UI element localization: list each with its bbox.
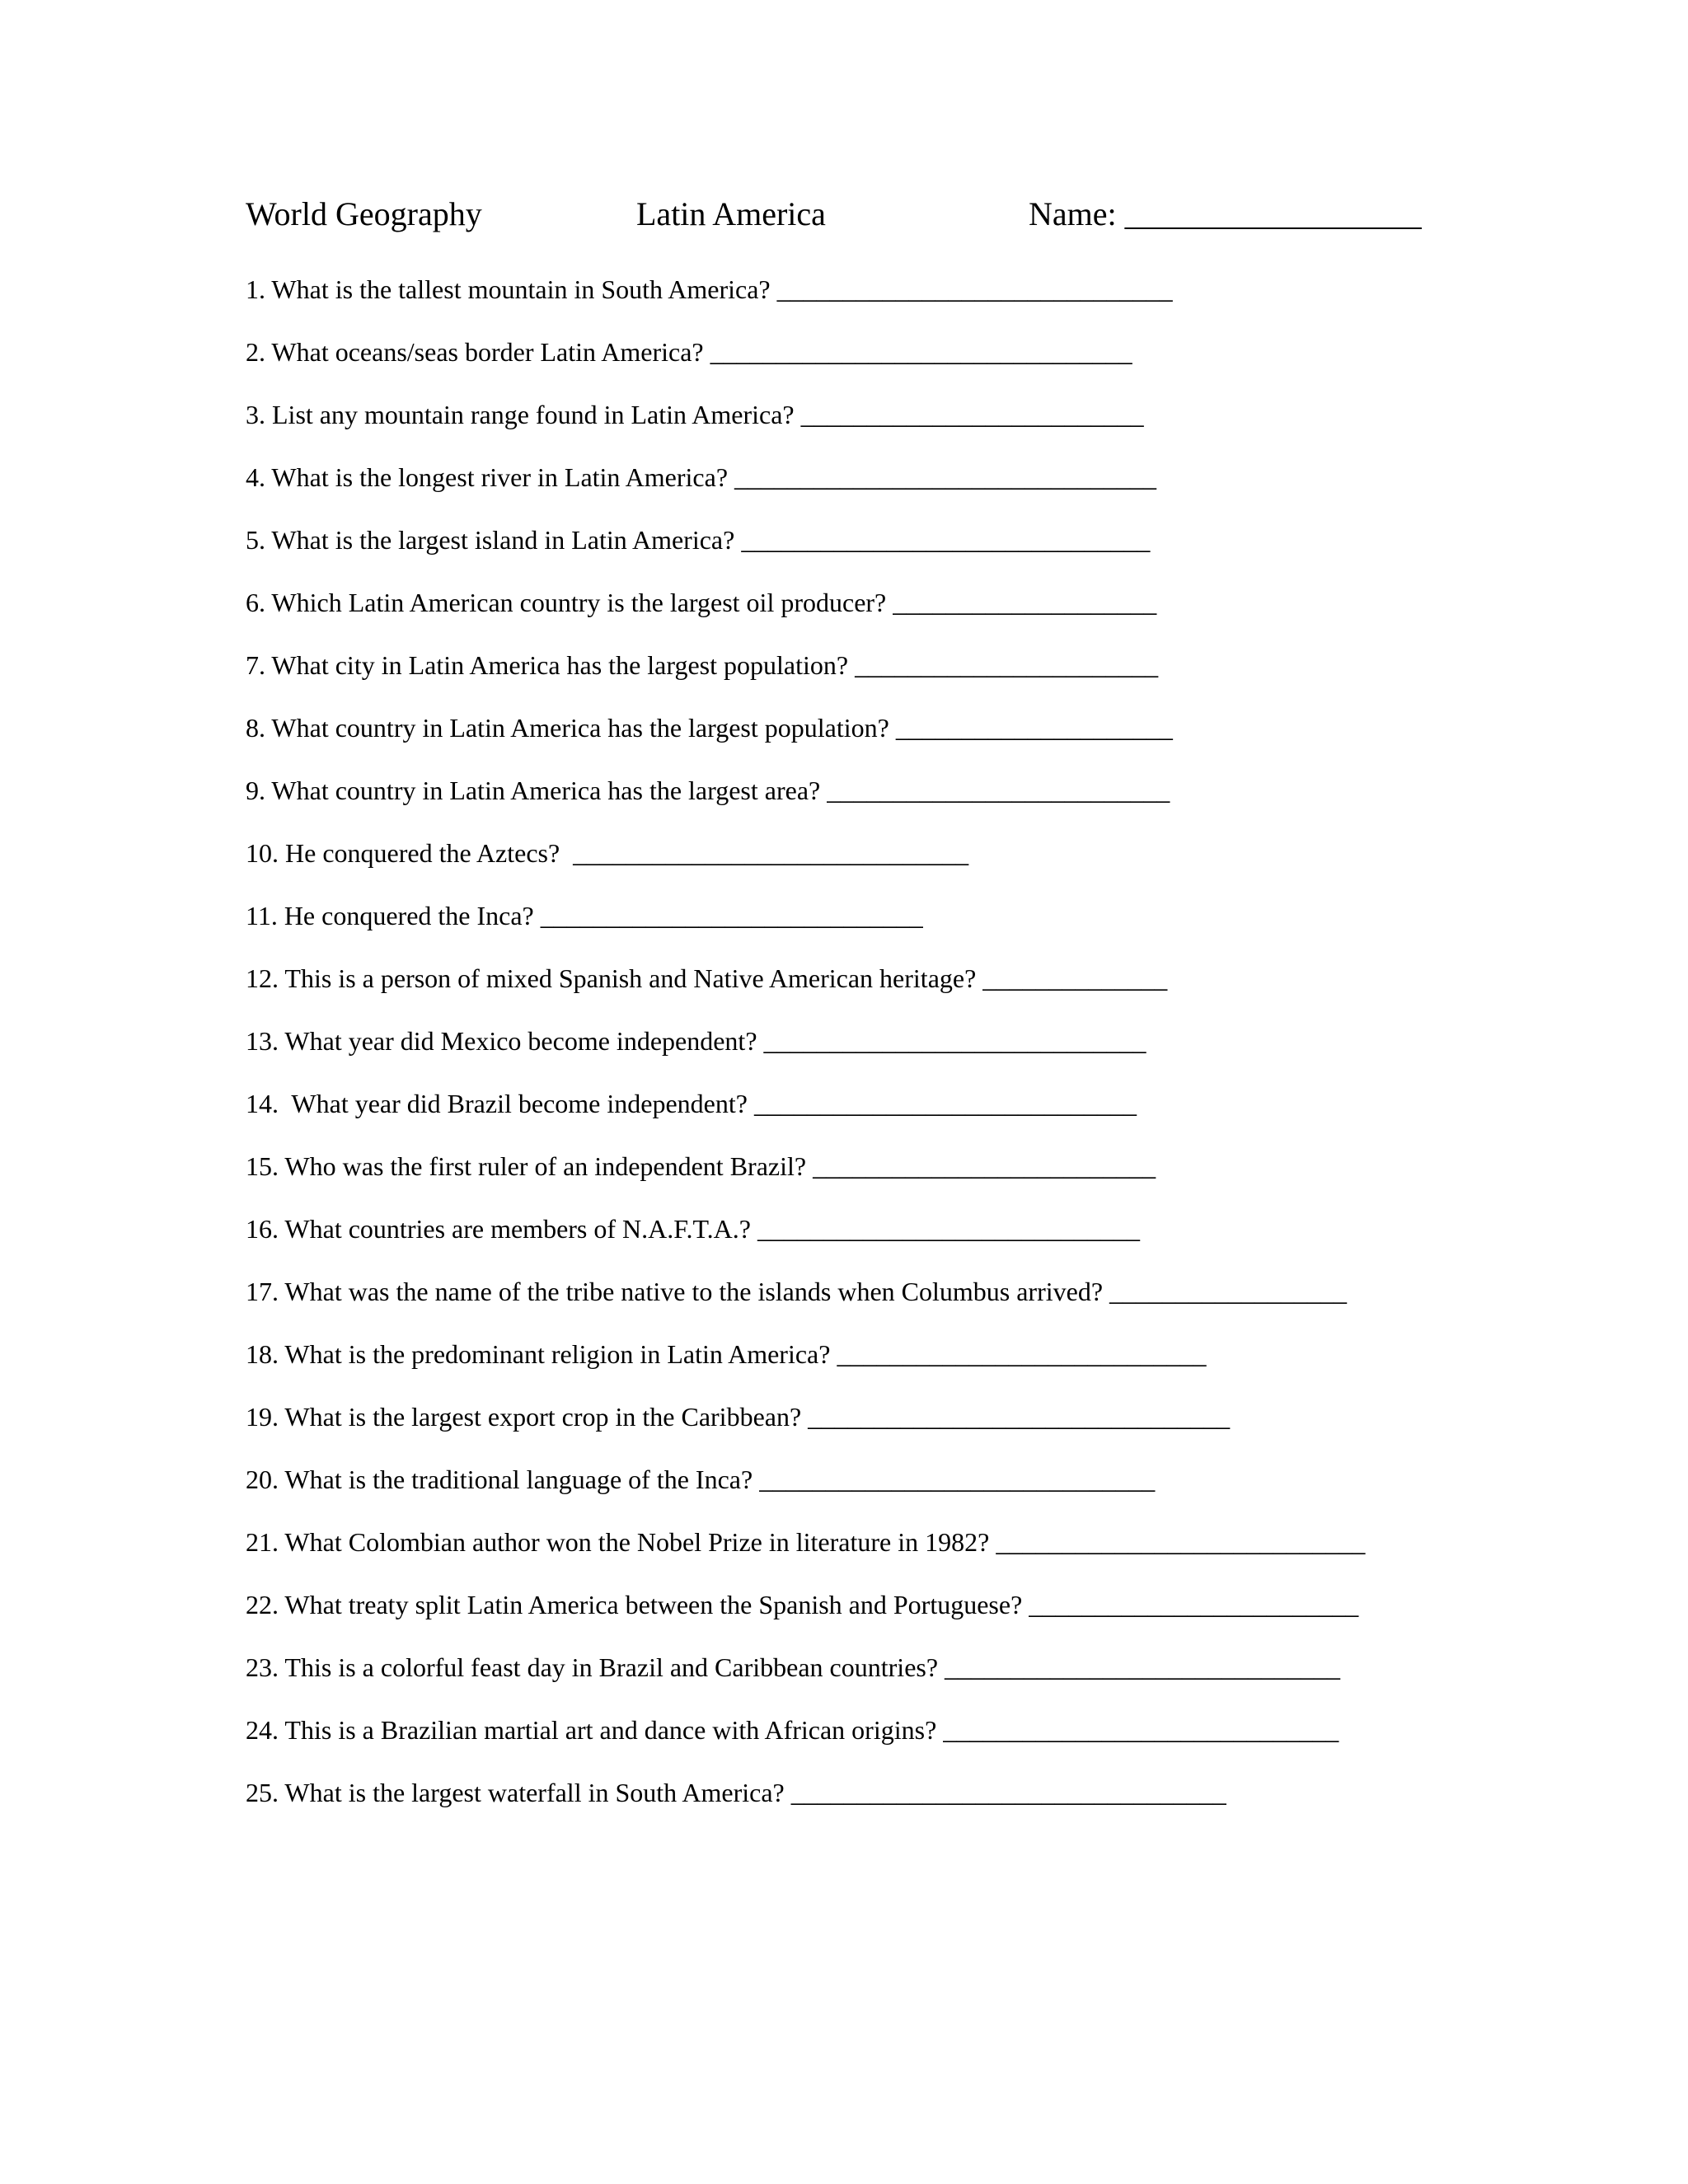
- name-field: Name: __________________: [1029, 195, 1422, 232]
- question-text: Which Latin American country is the largest oil producer?: [271, 588, 887, 617]
- question-item: [246, 1519, 1441, 1582]
- answer-blank: _______________________________: [741, 525, 1151, 555]
- question-item: [246, 1582, 1441, 1644]
- answer-blank: __________________________: [813, 1151, 1156, 1181]
- question-number: 12.: [246, 963, 279, 993]
- question-number: 20.: [246, 1465, 279, 1494]
- question-text: This is a person of mixed Spanish and Native American heritage?: [284, 963, 977, 993]
- answer-blank: ______________________________: [566, 838, 969, 868]
- question-item: [246, 1331, 1441, 1394]
- question-list: [246, 266, 1441, 1832]
- question-number: 15.: [246, 1151, 279, 1181]
- question-text: What country in Latin America has the largest area?: [271, 776, 821, 805]
- question-number: 13.: [246, 1026, 279, 1056]
- answer-blank: _____________________________: [757, 1214, 1140, 1244]
- question-item: [246, 1206, 1441, 1268]
- answer-blank: __________________: [1109, 1277, 1348, 1306]
- question-text: What is the largest waterfall in South America?: [284, 1778, 785, 1807]
- question-item: [246, 579, 1441, 642]
- question-text: What was the name of the tribe native to the islands when Columbus arrived?: [284, 1277, 1104, 1306]
- question-item: [246, 1394, 1441, 1456]
- answer-blank: ____________________________: [996, 1527, 1366, 1557]
- question-text: What is the traditional language of the Inca?: [284, 1465, 753, 1494]
- question-item: [246, 266, 1441, 329]
- question-text: Who was the first ruler of an independent Brazil?: [284, 1151, 807, 1181]
- question-text: He conquered the Inca?: [284, 901, 534, 930]
- question-number: 6.: [246, 588, 265, 617]
- worksheet-header: [246, 191, 1441, 237]
- question-item: [246, 830, 1441, 893]
- question-item: [246, 955, 1441, 1018]
- question-number: 19.: [246, 1402, 279, 1432]
- question-text: What Colombian author won the Nobel Prize in literature in 1982?: [284, 1527, 990, 1557]
- topic-title: Latin America: [636, 195, 826, 232]
- question-item: [246, 1018, 1441, 1080]
- question-number: 9.: [246, 776, 265, 805]
- question-text: What city in Latin America has the largest population?: [271, 650, 849, 680]
- question-item: [246, 517, 1441, 579]
- answer-blank: ______________: [982, 963, 1168, 993]
- question-item: [246, 329, 1441, 391]
- answer-blank: _______________________: [855, 650, 1159, 680]
- question-number: 7.: [246, 650, 265, 680]
- answer-blank: ________________________________: [710, 337, 1132, 367]
- question-item: [246, 1143, 1441, 1206]
- answer-blank: ____________________: [893, 588, 1157, 617]
- question-number: 21.: [246, 1527, 279, 1557]
- question-number: 4.: [246, 462, 265, 492]
- answer-blank: _____________________________: [763, 1026, 1146, 1056]
- answer-blank: ________________________________: [734, 462, 1157, 492]
- question-item: [246, 1456, 1441, 1519]
- question-item: [246, 1707, 1441, 1769]
- question-text: What year did Brazil become independent?: [285, 1089, 748, 1118]
- question-number: 17.: [246, 1277, 279, 1306]
- question-number: 22.: [246, 1590, 279, 1619]
- answer-blank: _________________________: [1029, 1590, 1359, 1619]
- answer-blank: __________________________: [827, 776, 1170, 805]
- question-text: What is the largest export crop in the Caribbean?: [284, 1402, 802, 1432]
- answer-blank: _________________________________: [790, 1778, 1226, 1807]
- question-number: 1.: [246, 274, 265, 304]
- question-number: 18.: [246, 1339, 279, 1369]
- subject-title: World Geography: [246, 195, 482, 232]
- answer-blank: ____________________________: [837, 1339, 1207, 1369]
- question-text: What is the tallest mountain in South America?: [271, 274, 771, 304]
- question-text: List any mountain range found in Latin America?: [272, 400, 795, 429]
- answer-blank: _____________________________: [540, 901, 923, 930]
- question-number: 8.: [246, 713, 265, 743]
- question-text: What country in Latin America has the largest population?: [271, 713, 889, 743]
- answer-blank: _____________________: [895, 713, 1173, 743]
- question-number: 23.: [246, 1652, 279, 1682]
- question-item: [246, 454, 1441, 517]
- question-item: [246, 893, 1441, 955]
- question-number: 25.: [246, 1778, 279, 1807]
- question-number: 10.: [246, 838, 279, 868]
- question-item: [246, 1080, 1441, 1143]
- question-text: What countries are members of N.A.F.T.A.?: [284, 1214, 751, 1244]
- question-item: [246, 767, 1441, 830]
- question-item: [246, 705, 1441, 767]
- question-item: [246, 642, 1441, 705]
- question-number: 14.: [246, 1089, 279, 1118]
- answer-blank: _____________________________: [753, 1089, 1137, 1118]
- answer-blank: __________________________: [800, 400, 1144, 429]
- question-item: [246, 391, 1441, 454]
- answer-blank: ______________________________: [945, 1652, 1341, 1682]
- question-number: 5.: [246, 525, 265, 555]
- question-number: 3.: [246, 400, 265, 429]
- question-text: What treaty split Latin America between the Spanish and Portuguese?: [284, 1590, 1023, 1619]
- question-number: 2.: [246, 337, 265, 367]
- answer-blank: ______________________________: [943, 1715, 1339, 1745]
- question-item: [246, 1268, 1441, 1331]
- question-number: 16.: [246, 1214, 279, 1244]
- question-text: He conquered the Aztecs?: [285, 838, 560, 868]
- question-item: [246, 1644, 1441, 1707]
- question-text: This is a colorful feast day in Brazil and Caribbean countries?: [284, 1652, 939, 1682]
- question-text: This is a Brazilian martial art and dance with African origins?: [284, 1715, 937, 1745]
- answer-blank: ______________________________: [759, 1465, 1156, 1494]
- question-text: What is the longest river in Latin America?: [271, 462, 729, 492]
- answer-blank: ________________________________: [808, 1402, 1231, 1432]
- question-text: What year did Mexico become independent?: [284, 1026, 757, 1056]
- question-item: [246, 1769, 1441, 1832]
- question-text: What is the largest island in Latin America?: [271, 525, 735, 555]
- question-text: What oceans/seas border Latin America?: [271, 337, 704, 367]
- question-text: What is the predominant religion in Latin America?: [284, 1339, 831, 1369]
- question-number: 11.: [246, 901, 278, 930]
- question-number: 24.: [246, 1715, 279, 1745]
- answer-blank: ______________________________: [776, 274, 1173, 304]
